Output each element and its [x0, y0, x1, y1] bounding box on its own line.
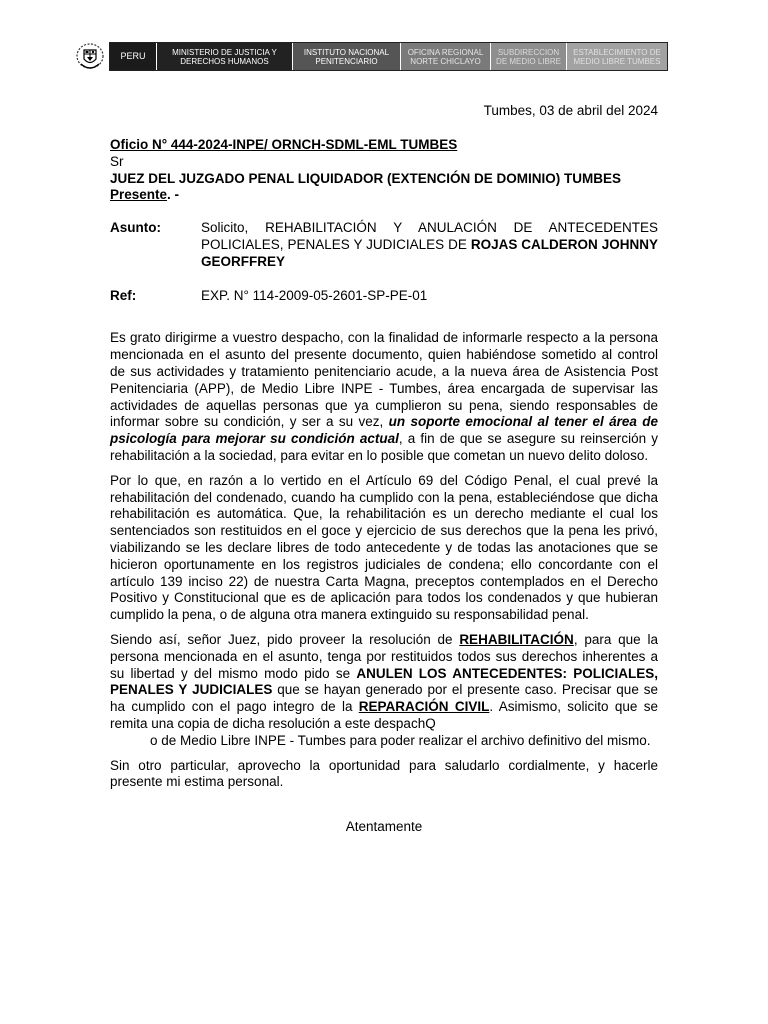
- p3-text-d: . Asimismo, solicito que se remita una copia de dicha resolución a este despachQ: [110, 699, 658, 731]
- closing: Atentamente: [345, 819, 423, 835]
- header-cell-subdireccion: SUBDIRECCION DE MEDIO LIBRE: [490, 43, 566, 70]
- asunto-value: [201, 220, 658, 270]
- ref-label: Ref:: [110, 287, 137, 303]
- ref-row: [110, 288, 658, 305]
- recipient: JUEZ DEL JUZGADO PENAL LIQUIDADOR (EXTENCIÓN DE DOMINIO) TUMBES: [110, 170, 622, 186]
- p3-text-e: o de Medio Libre INPE - Tumbes para poder realizar el archivo definitivo del mismo.: [150, 732, 651, 748]
- header-cell-ministerio: MINISTERIO DE JUSTICIA Y DERECHOS HUMANOS: [156, 43, 292, 70]
- p1-text-b: , a fin de que se asegure su reinserción y rehabilitación a la sociedad, para evitar en lo posible que cometan un nuevo delito doloso.: [110, 431, 658, 463]
- p1-text-a: Es grato dirigirme a vuestro despacho, con la finalidad de informarle respecto a la persona mencionada en el asunto del presente documento, quien habiéndose sometido al control de sus actividades y tratamiento penitenciario acude, a la nueva área de Asistencia Post Penitenciaria (APP), de Medio Libre INPE - Tumbes, área encargada de supervisar las actividades de aquellas personas que ya cumplieron su pena, siendo responsables de informar sobre su condición, y ser a su vez,: [110, 330, 658, 430]
- oficio-number: Oficio N° 444-2024-INPE/ ORNCH-SDML-EML TUMBES: [110, 137, 458, 152]
- asunto-row: [110, 220, 658, 270]
- header-cell-oficina-regional: OFICINA REGIONAL NORTE CHICLAYO: [400, 43, 490, 70]
- header-cell-establecimiento: ESTABLECIMIENTO DE MEDIO LIBRE TUMBES: [566, 43, 667, 70]
- paragraph-3: [110, 632, 658, 750]
- p3-text-b: , para que la persona mencionada en el asunto, tenga por restituidos todos sus derechos inherentes a su libertad y del mismo modo pido se: [110, 631, 658, 681]
- presente-suffix: . -: [167, 187, 180, 203]
- asunto-label: Asunto:: [110, 220, 161, 236]
- asunto-text: Solicito, REHABILITACIÓN Y ANULACIÓN DE ANTECEDENTES POLICIALES, PENALES Y JUDICIALES DE: [201, 220, 658, 252]
- presente-word: Presente: [110, 187, 168, 203]
- p3-anulen: ANULEN LOS ANTECEDENTES: POLICIALES, PENALES Y JUDICIALES: [110, 665, 659, 698]
- p3-rehabilitacion: REHABILITACIÓN: [459, 631, 574, 647]
- salutation: Sr: [110, 153, 124, 169]
- paragraph-1: [110, 330, 658, 464]
- institution-header-bar: [109, 42, 668, 71]
- p3-text-a: Siendo así, señor Juez, pido proveer la resolución de: [110, 631, 460, 647]
- peru-coat-of-arms-icon: [76, 42, 104, 72]
- p3-text-c: que se hayan generado por el presente caso. Precisar que se ha cumplido con el pago integro de la: [110, 682, 658, 715]
- letter-date: Tumbes, 03 de abril del 2024: [483, 103, 658, 118]
- presente-line: [110, 187, 658, 204]
- header-cell-inpe: INSTITUTO NACIONAL PENITENCIARIO: [292, 43, 400, 70]
- header-cell-peru: PERU: [110, 43, 156, 70]
- asunto-person-name: ROJAS CALDERON JOHNNY GEORFFREY: [201, 236, 658, 269]
- ref-value: EXP. N° 114-2009-05-2601-SP-PE-01: [201, 287, 428, 303]
- paragraph-4: Sin otro particular, aprovecho la oportunidad para saludarlo cordialmente, y hacerle presente mi estima personal.: [110, 757, 658, 790]
- p3-reparacion-civil: REPARACIÓN CIVIL: [358, 699, 490, 715]
- p1-emphasis: un soporte emocional al tener el área de psicología para mejorar su condición actual: [110, 414, 658, 447]
- paragraph-2: Por lo que, en razón a lo vertido en el Artículo 69 del Código Penal, el cual prevé la rehabilitación del condenado, cuando ha cumplido con la pena, estableciéndose que dicha rehabilitación es automática. Que, la rehabilitación es un derecho mediante el cual los sentenciados son restituidos en el goce y ejercicio de sus derechos que la pena les privó, viabilizando se les declare libres de todo antecedente y de todas las anotaciones que se hicieron oportunamente en los registros judiciales de condena; ello concordante con el artículo 139 inciso 22) de nuestra Carta Magna, preceptos contemplados en el Derecho Positivo y Constitucional que es de aplicación para todos los condenados y que hubieran cumplido la pena, o de alguna otra manera extinguido su responsabilidad penal.: [110, 472, 658, 623]
- letter-body: [110, 137, 658, 836]
